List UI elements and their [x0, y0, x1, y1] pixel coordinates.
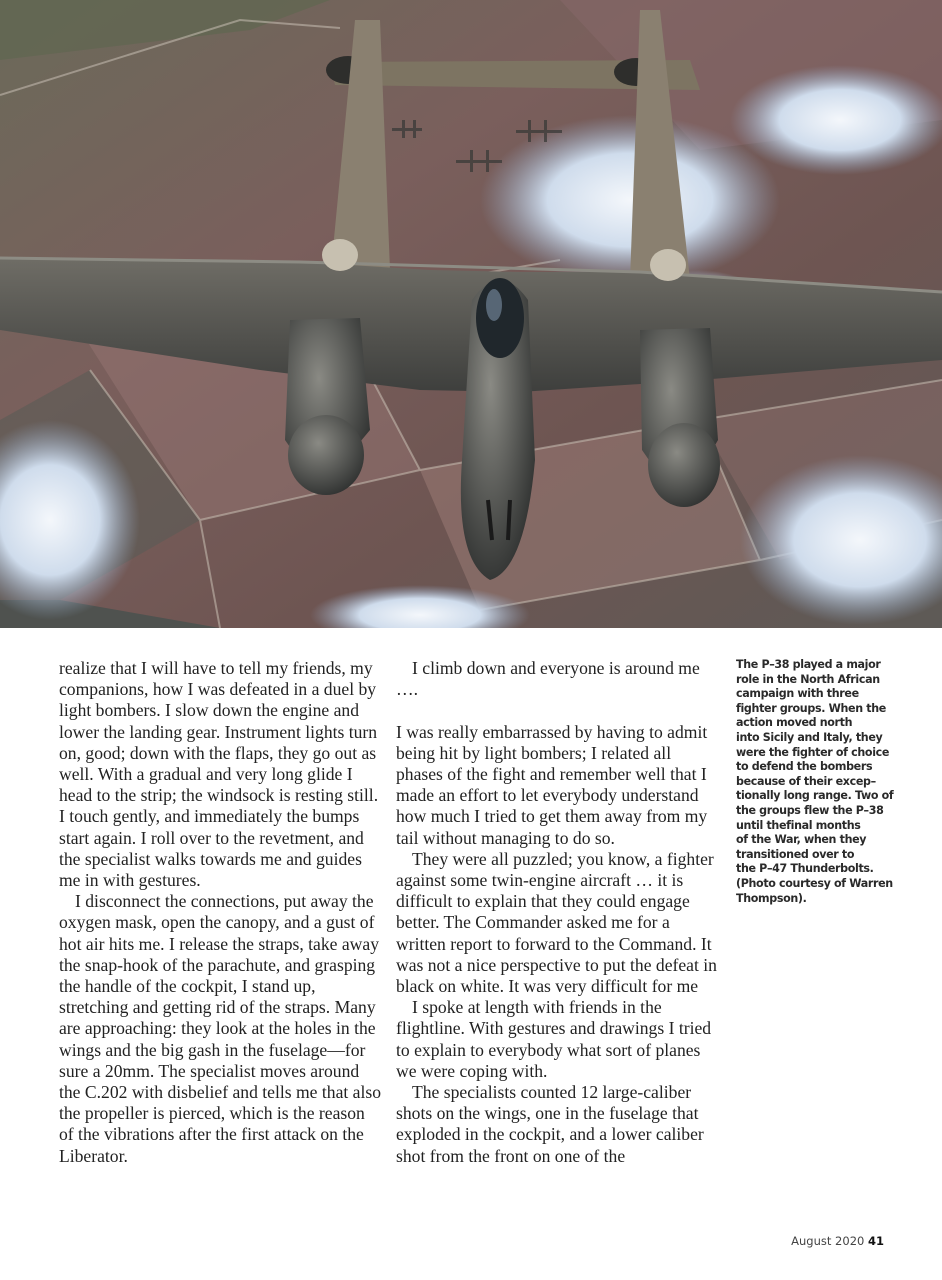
caption-line: (Photo courtesy of Warren [736, 876, 893, 890]
body-paragraph: I disconnect the connections, put away the oxygen mask, open the canopy, and a gust of hot air hits me. I release the straps, take away the snap-hook of the parachute, and grasping the handle of the cockpit, I stand up, stretching and getting rid of the straps. Many are approaching: they look at the holes in the wings and the big gash in the fuselage—for sure a 20mm. The specialist moves around the C.202 with disbelief and tells me that also the propeller is pierced, which is the reason of the vibrations after the first attack on the Liberator. [59, 891, 382, 1166]
caption-line: the P–47 Thunderbolts. [736, 862, 874, 876]
caption-line: action moved north [736, 716, 853, 730]
body-paragraph: realize that I will have to tell my friends, my companions, how I was defeated in a duel by light bombers. I slow down the engine and lower the landing gear. Instrument lights turn on, good; down with the flaps, they go out as well. With a gradual and very long glide I head to the strip; the windsock is resting still. I touch gently, and immediately the bumps start again. I roll over to the revetment, and the specialist walks towards me and guides me in with gestures. [59, 658, 379, 891]
caption-line: to defend the bombers [736, 760, 873, 774]
page-number: 41 [867, 1234, 884, 1248]
caption-line: role in the North African [736, 672, 880, 686]
article-column-middle [396, 658, 718, 1167]
issue-date: August 2020 [791, 1234, 865, 1248]
body-paragraph: I spoke at length with friends in the flightline. With gestures and drawings I tried to explain to everybody what sort of planes we were coping with. [396, 997, 712, 1081]
caption-line: because of their excep– [736, 774, 876, 788]
caption-line: campaign with three [736, 687, 859, 701]
caption-line: fighter groups. When the [736, 701, 886, 715]
caption-line: until thefinal months [736, 818, 861, 832]
body-paragraph: The specialists counted 12 large-caliber shots on the wings, one in the fuselage that exploded in the cockpit, and a lower caliber shot from the front on one of the [396, 1082, 704, 1166]
caption-line: Thompson). [736, 891, 807, 905]
body-paragraph: They were all puzzled; you know, a fighter against some twin-engine aircraft … it is difficult to explain that they could engage better. The Commander asked me for a written report to forward to the Command. It was not a nice perspective to put the defeat in black on white. It was very difficult for me [396, 848, 717, 997]
caption-line: tionally long range. Two of [736, 789, 894, 803]
photo-caption [736, 658, 896, 906]
p38-lightning-photo [0, 0, 942, 628]
caption-line: transitioned over to [736, 847, 855, 861]
page-footer [791, 1234, 884, 1248]
body-paragraph: I climb down and everyone is around me …. [396, 658, 700, 700]
caption-line: were the fighter of choice [736, 745, 890, 759]
caption-line: of the War, when they [736, 833, 867, 847]
article-column-left [59, 658, 381, 1167]
caption-line: into Sicily and Italy, they [736, 730, 883, 744]
caption-line: The P–38 played a major [736, 658, 881, 671]
body-paragraph: I was really embarrassed by having to admit being hit by light bombers; I related all phases of the fight and remember well that I made an effort to let everybody understand how much I tried to get them away from my tail without managing to do so. [396, 721, 708, 848]
caption-line: the groups flew the P–38 [736, 803, 884, 817]
